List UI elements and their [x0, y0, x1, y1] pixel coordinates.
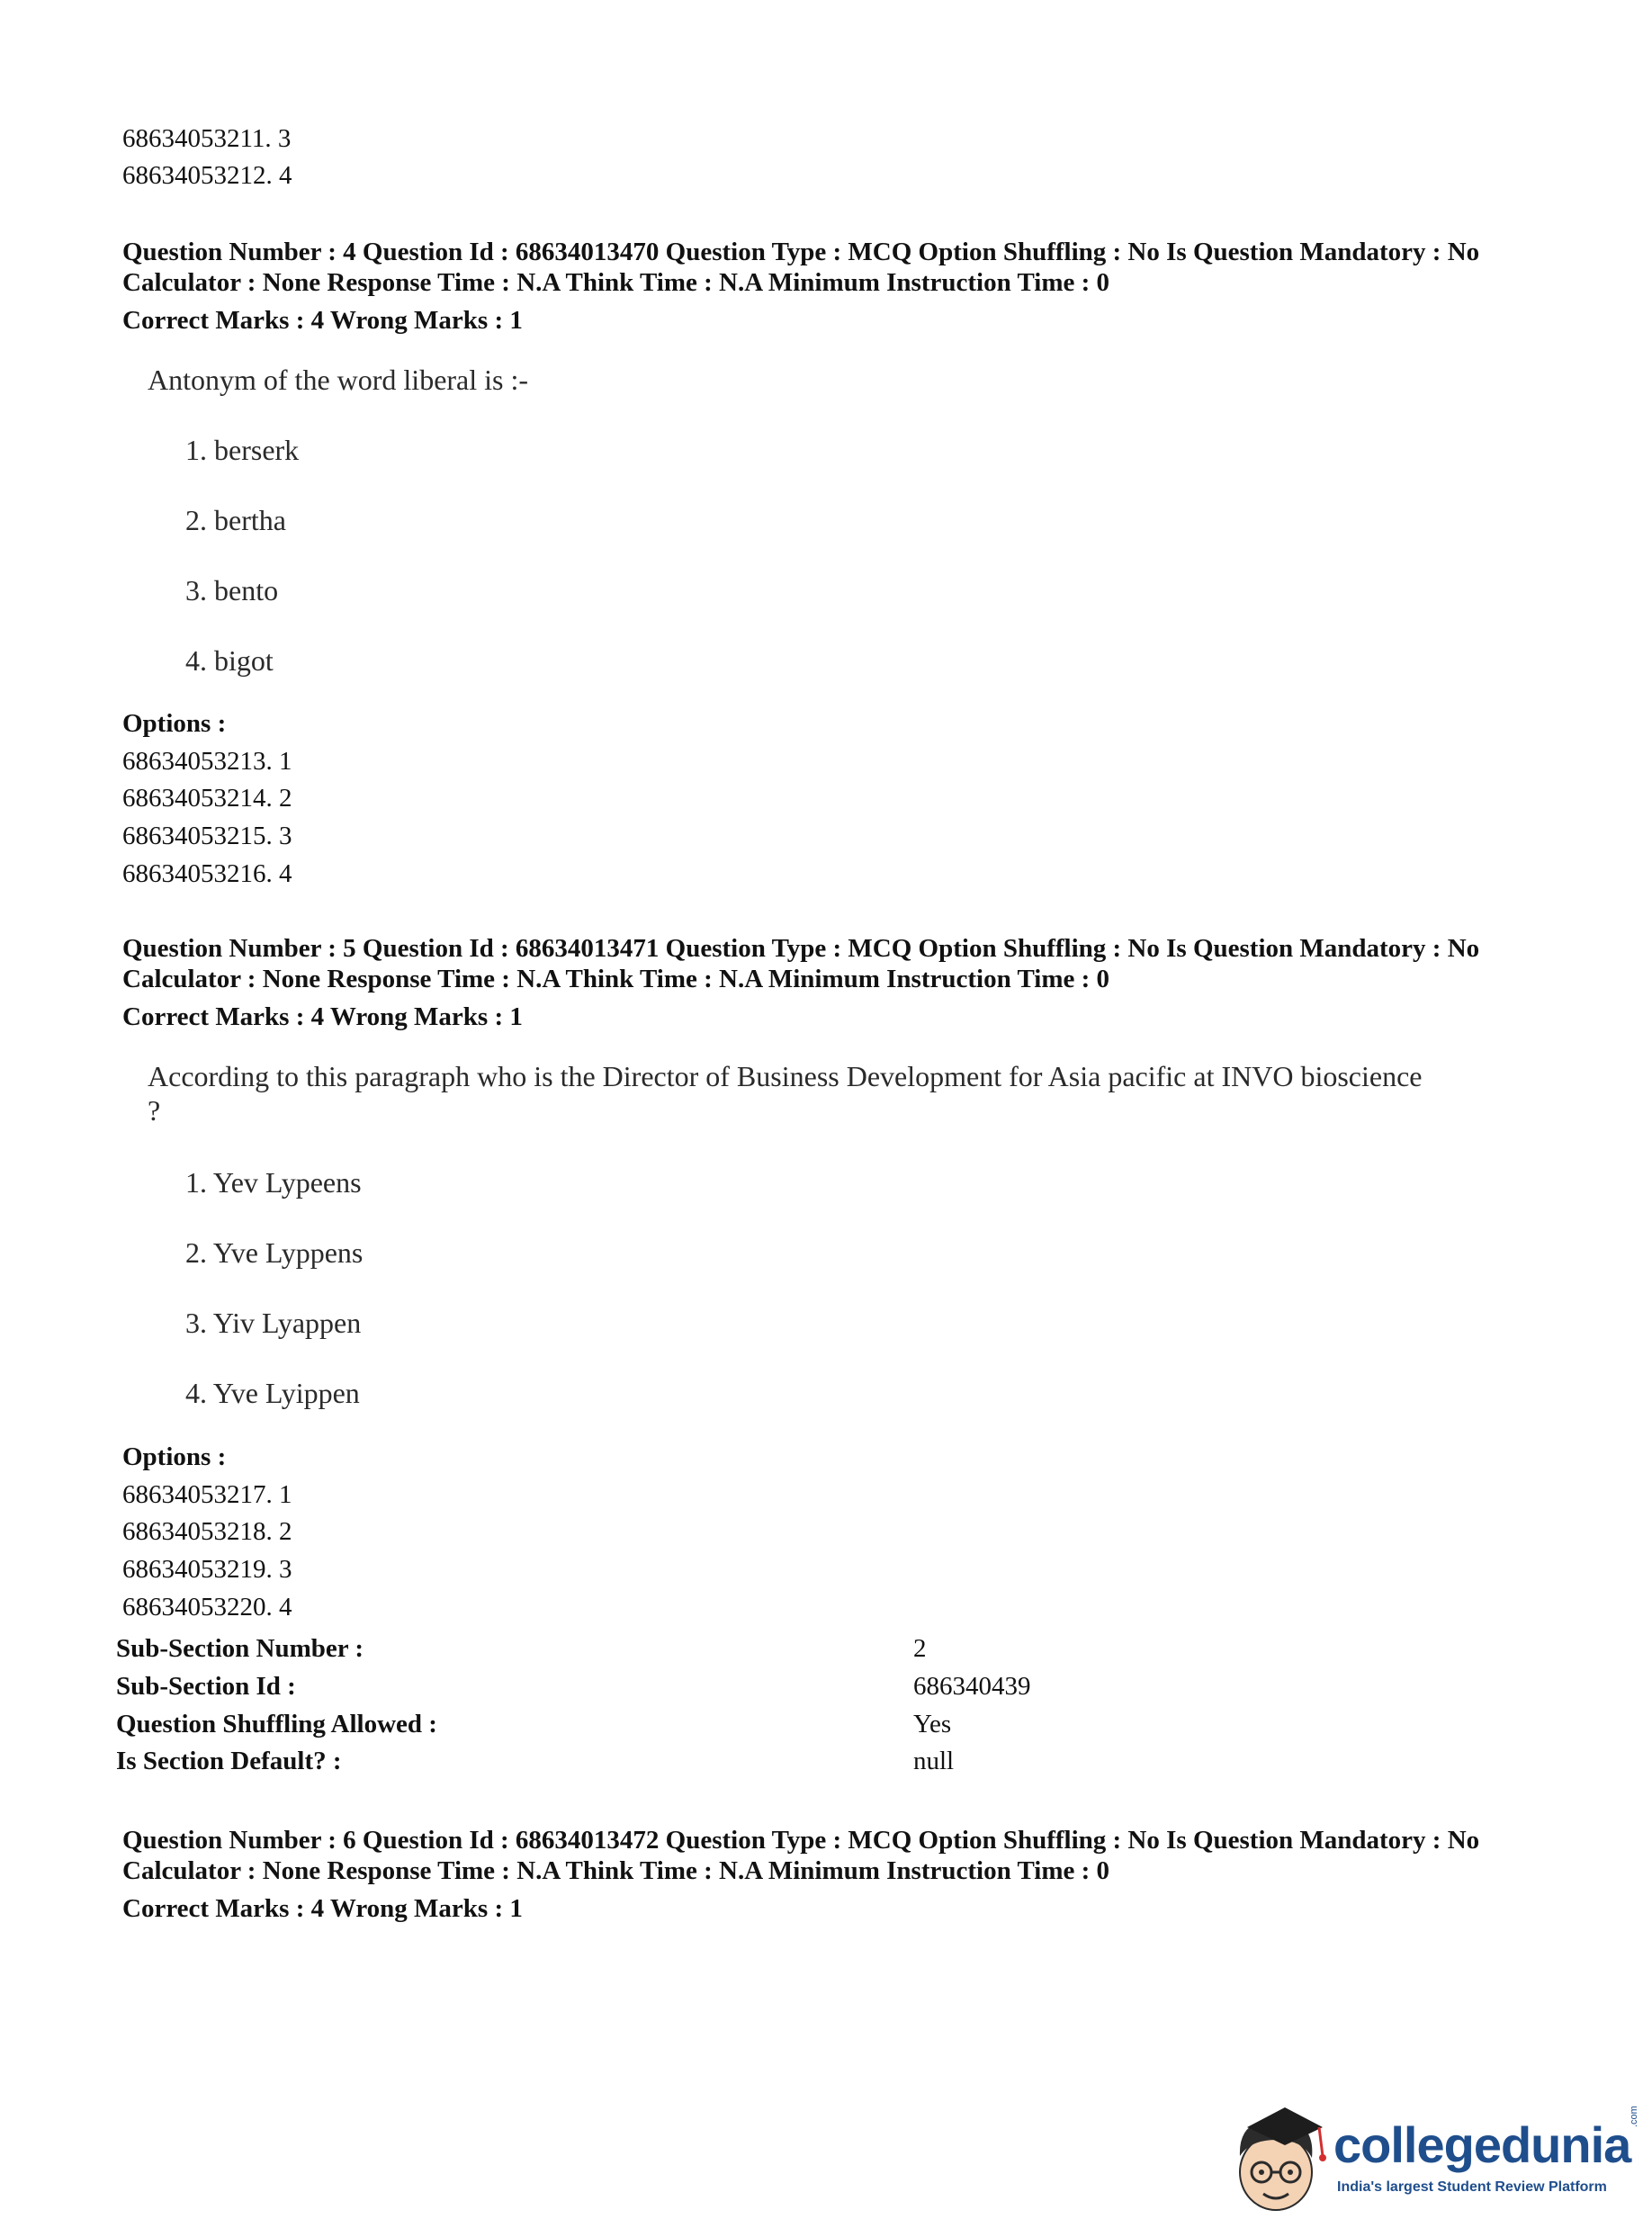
option-id: 68634053211. 3	[122, 124, 292, 153]
question-text-continued: ?	[148, 1094, 161, 1127]
subsection-id-label: Sub-Section Id :	[116, 1672, 296, 1701]
answer-choice: 1. Yev Lypeens	[185, 1166, 362, 1199]
mascot-icon	[1222, 2100, 1339, 2217]
answer-choice: 2. bertha	[185, 504, 286, 536]
answer-choice: 4. Yve Lyippen	[185, 1377, 360, 1409]
question-shuffling-value: Yes	[913, 1710, 952, 1738]
answer-choice: 3. bento	[185, 574, 279, 606]
brand-tagline: India's largest Student Review Platform	[1337, 2179, 1607, 2195]
question-header: Question Number : 6 Question Id : 68634013472 Question Type : MCQ Option Shuffling : No Is Question Mandatory : No	[122, 1826, 1480, 1855]
option-id: 68634053216. 4	[122, 859, 292, 888]
option-id: 68634053218. 2	[122, 1517, 292, 1546]
question-text: According to this paragraph who is the Director of Business Development for Asia pacific at INVO bioscience	[148, 1060, 1423, 1092]
question-shuffling-label: Question Shuffling Allowed :	[116, 1710, 437, 1738]
answer-choice: 2. Yve Lyppens	[185, 1236, 364, 1269]
section-default-label: Is Section Default? :	[116, 1747, 342, 1775]
collegedunia-logo	[1222, 2100, 1645, 2217]
option-id: 68634053217. 1	[122, 1480, 292, 1509]
question-header-details: Calculator : None Response Time : N.A Think Time : N.A Minimum Instruction Time : 0	[122, 965, 1110, 993]
brand-domain: .com	[1629, 2106, 1639, 2127]
options-label: Options :	[122, 709, 227, 738]
answer-choice: 1. berserk	[185, 434, 300, 466]
question-header: Question Number : 5 Question Id : 68634013471 Question Type : MCQ Option Shuffling : No Is Question Mandatory : No	[122, 934, 1480, 963]
subsection-number-value: 2	[913, 1634, 927, 1663]
options-label: Options :	[122, 1442, 227, 1471]
answer-choice: 4. bigot	[185, 644, 274, 677]
question-marks: Correct Marks : 4 Wrong Marks : 1	[122, 306, 523, 335]
subsection-id-value: 686340439	[913, 1672, 1031, 1701]
option-id: 68634053215. 3	[122, 822, 292, 850]
option-id: 68634053212. 4	[122, 161, 292, 190]
option-id: 68634053220. 4	[122, 1593, 292, 1622]
question-marks: Correct Marks : 4 Wrong Marks : 1	[122, 1894, 523, 1923]
question-header-details: Calculator : None Response Time : N.A Think Time : N.A Minimum Instruction Time : 0	[122, 1856, 1110, 1885]
option-id: 68634053213. 1	[122, 747, 292, 776]
section-default-value: null	[913, 1747, 955, 1775]
question-header-details: Calculator : None Response Time : N.A Think Time : N.A Minimum Instruction Time : 0	[122, 268, 1110, 297]
option-id: 68634053214. 2	[122, 784, 292, 813]
option-id: 68634053219. 3	[122, 1555, 292, 1584]
brand-name: collegedunia	[1333, 2116, 1631, 2173]
answer-choice: 3. Yiv Lyappen	[185, 1307, 362, 1339]
question-text: Antonym of the word liberal is :-	[148, 364, 529, 396]
subsection-number-label: Sub-Section Number :	[116, 1634, 364, 1663]
question-header: Question Number : 4 Question Id : 68634013470 Question Type : MCQ Option Shuffling : No Is Question Mandatory : No	[122, 238, 1480, 266]
question-marks: Correct Marks : 4 Wrong Marks : 1	[122, 1002, 523, 1031]
